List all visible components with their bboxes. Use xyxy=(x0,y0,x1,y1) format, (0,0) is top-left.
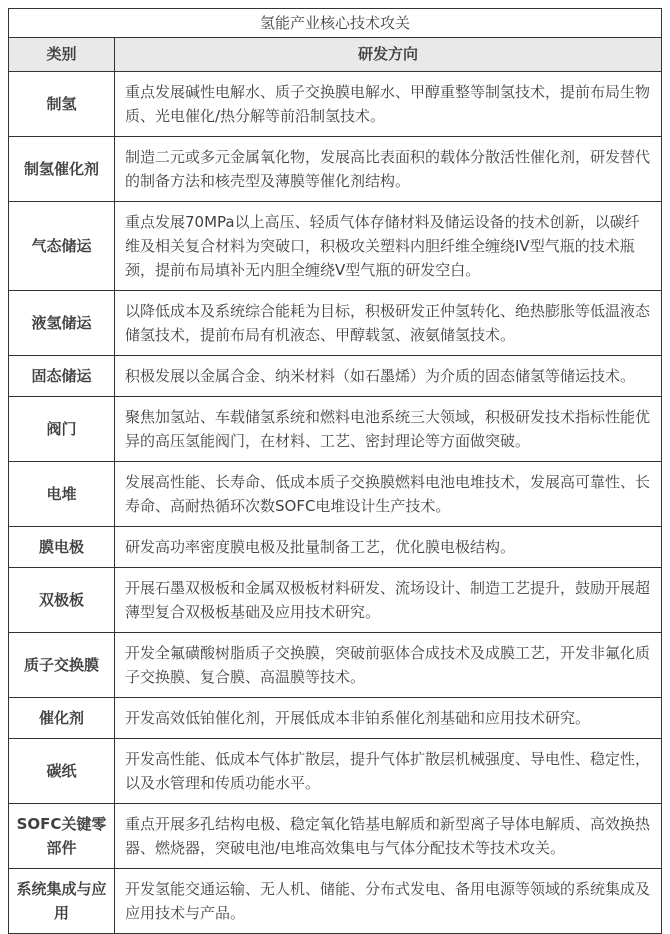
category-cell: 制氢 xyxy=(9,72,115,137)
column-header-direction: 研发方向 xyxy=(115,38,662,72)
direction-cell: 开发氢能交通运输、无人机、储能、分布式发电、备用电源等领域的系统集成及应用技术与产品。 xyxy=(115,869,662,934)
direction-cell: 重点发展70MPa以上高压、轻质气体存储材料及储运设备的技术创新，以碳纤维及相关复合材料为突破口，积极攻关塑料内胆纤维全缠绕IV型气瓶的技术瓶颈，提前布局填补无内胆全缠绕V型气瓶的研发空白。 xyxy=(115,202,662,291)
table-row xyxy=(9,72,662,137)
hydrogen-tech-table xyxy=(8,8,662,934)
category-cell: 固态储运 xyxy=(9,356,115,397)
category-cell: 碳纸 xyxy=(9,739,115,804)
table-row xyxy=(9,568,662,633)
direction-cell: 开发全氟磺酸树脂质子交换膜，突破前驱体合成技术及成膜工艺，开发非氟化质子交换膜、复合膜、高温膜等技术。 xyxy=(115,633,662,698)
direction-cell: 开展石墨双极板和金属双极板材料研发、流场设计、制造工艺提升，鼓励开展超薄型复合双极板基础及应用技术研究。 xyxy=(115,568,662,633)
table-row xyxy=(9,633,662,698)
category-cell: 质子交换膜 xyxy=(9,633,115,698)
category-cell: 气态储运 xyxy=(9,202,115,291)
table-row xyxy=(9,739,662,804)
category-cell: 系统集成与应用 xyxy=(9,869,115,934)
table-row xyxy=(9,527,662,568)
column-header-category: 类别 xyxy=(9,38,115,72)
table-title: 氢能产业核心技术攻关 xyxy=(9,9,662,38)
direction-cell: 积极发展以金属合金、纳米材料（如石墨烯）为介质的固态储氢等储运技术。 xyxy=(115,356,662,397)
table-row xyxy=(9,356,662,397)
table-row xyxy=(9,397,662,462)
category-cell: 液氢储运 xyxy=(9,291,115,356)
direction-cell: 聚焦加氢站、车载储氢系统和燃料电池系统三大领域，积极研发技术指标性能优异的高压氢能阀门，在材料、工艺、密封理论等方面做突破。 xyxy=(115,397,662,462)
table-header-row xyxy=(9,38,662,72)
direction-cell: 制造二元或多元金属氧化物，发展高比表面积的载体分散活性催化剂，研发替代的制备方法和核壳型及薄膜等催化剂结构。 xyxy=(115,137,662,202)
direction-cell: 开发高效低铂催化剂，开展低成本非铂系催化剂基础和应用技术研究。 xyxy=(115,698,662,739)
table-row xyxy=(9,202,662,291)
table-row xyxy=(9,137,662,202)
direction-cell: 重点发展碱性电解水、质子交换膜电解水、甲醇重整等制氢技术，提前布局生物质、光电催化/热分解等前沿制氢技术。 xyxy=(115,72,662,137)
category-cell: 膜电极 xyxy=(9,527,115,568)
direction-cell: 重点开展多孔结构电极、稳定氧化锆基电解质和新型离子导体电解质、高效换热器、燃烧器，突破电池/电堆高效集电与气体分配技术等技术攻关。 xyxy=(115,804,662,869)
direction-cell: 研发高功率密度膜电极及批量制备工艺，优化膜电极结构。 xyxy=(115,527,662,568)
category-cell: 电堆 xyxy=(9,462,115,527)
table-row xyxy=(9,804,662,869)
table-row xyxy=(9,698,662,739)
category-cell: 催化剂 xyxy=(9,698,115,739)
direction-cell: 发展高性能、长寿命、低成本质子交换膜燃料电池电堆技术，发展高可靠性、长寿命、高耐热循环次数SOFC电堆设计生产技术。 xyxy=(115,462,662,527)
direction-cell: 开发高性能、低成本气体扩散层，提升气体扩散层机械强度、导电性、稳定性，以及水管理和传质功能水平。 xyxy=(115,739,662,804)
table-row xyxy=(9,291,662,356)
direction-cell: 以降低成本及系统综合能耗为目标，积极研发正仲氢转化、绝热膨胀等低温液态储氢技术，提前布局有机液态、甲醇载氢、液氨储氢技术。 xyxy=(115,291,662,356)
category-cell: 双极板 xyxy=(9,568,115,633)
category-cell: SOFC关键零部件 xyxy=(9,804,115,869)
table-title-row xyxy=(9,9,662,38)
category-cell: 制氢催化剂 xyxy=(9,137,115,202)
table-row xyxy=(9,462,662,527)
table-row xyxy=(9,869,662,934)
category-cell: 阀门 xyxy=(9,397,115,462)
